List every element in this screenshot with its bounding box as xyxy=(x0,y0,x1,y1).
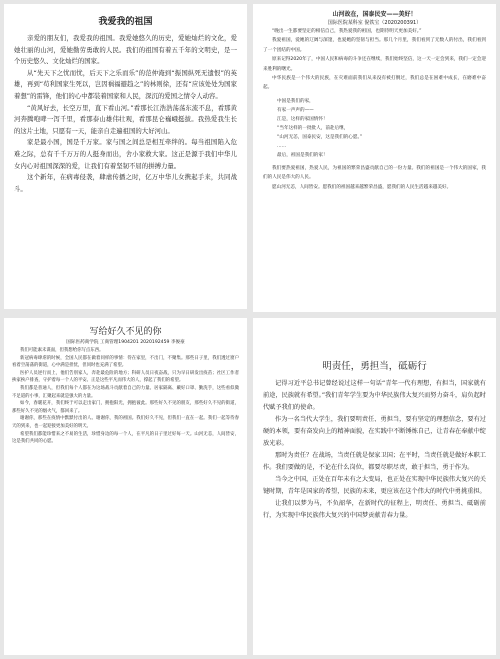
essay-paragraph: 我们要热爱祖国，热爱人民，为祖国的繁荣昌盛贡献自己的一份力量。我们的祖国是一个伟大的国家，我们的人民是伟大的人民。 xyxy=(263,165,486,181)
essay-paragraph: 记得习近平总书记曾经说过这样一句话“青年一代有理想，有担当，国家就有前途，民族就有希望。”我们青年学生要为中华民族伟大复兴而努力奋斗，肩负起时代赋予我们的使命。 xyxy=(263,380,486,411)
essay-paragraph: 那时为责任？在战场，当责任就是保家卫国；在平时，当责任就是做好本职工作。我们要做的是，不论在什么岗位，都要尽职尽责，敢于担当，勇于作为。 xyxy=(263,452,486,471)
essay-paragraph: 亲爱的朋友们，我爱我的祖国。我爱她悠久的历史，爱她灿烂的文化，爱她壮丽的山河，爱她勤劳勇敢的人民。我们的祖国有着五千年的文明史，是一个历史悠久、文化灿烂的国家。 xyxy=(14,34,237,66)
essay-title: 我爱我的祖国 xyxy=(98,17,153,27)
poem-line: “山河无恙，国泰民安，这是我们的心愿。” xyxy=(277,134,363,140)
essay-paragraph: 让我们以梦为马，不负韶华，在新时代的征程上，明责任、勇担当、砥砺前行，为实现中华民族伟大复兴的中国梦贡献青春力量。 xyxy=(263,500,486,519)
essay-paragraph: 家是最小国，国是千万家。家与国之间总是相互牵绊的。每当祖国陷入危难之际，总有千千万万的人挺身而出，舍小家救大家。这正是源于我们中华儿女内心对祖国深深的爱，让我们有着坚韧不屈的拼搏力量。 xyxy=(14,138,237,170)
essay-paragraph: 我们可能素未谋面，但我想给你写点东西。 xyxy=(20,348,104,353)
essay-paragraph: 当今之中国，正处在百年未有之大变局，也正处在实现中华民族伟大复兴的关键时期，青年是国家的希望，民族的未来，更应该在这个伟大的时代中勇挑重担。 xyxy=(263,476,486,495)
document-page-1 xyxy=(4,4,247,309)
poem-line: 江是，这样的家国情怀！ xyxy=(277,116,328,122)
essay-paragraph: 原来记得2020年了，中国人民和病毒的斗争还在继续，我们始终坚信，这一天一定会到来，我们一定会迎来胜利的曙光。 xyxy=(263,57,486,72)
essay-paragraph: 我们都是普通人，但我们每个人都在为这场战斗贡献着自己的力量。居家隔离、戴好口罩、勤洗手，这些看似微不足道的小事，汇聚起来就是强大的力量。 xyxy=(12,385,239,399)
essay-paragraph: 中华民族是一个伟大的民族，在灾难面前我们从来没有被打倒过，我们总是在困难中成长，在磨难中奋起。 xyxy=(263,76,486,91)
poem-line: “当年这样的一批批人，前赴后继， xyxy=(277,125,349,131)
essay-paragraph: 新冠病毒肆虐的时候，全国人民都在做着同样的事情：待在家里，不出门，不聚集。那些日子里，我们透过窗户看着空荡荡的街道，心中满是担忧，但同时也充满了希望。 xyxy=(12,355,239,369)
author-line: 国际医院某科室 倪铁宝（2020200391） xyxy=(327,20,422,26)
poem-line: 最后，祖国是我们的家！ xyxy=(277,152,328,158)
essay-paragraph: 谢谢你，那些在疫情中默默付出的人。谢谢你，我的祖国。我们好久不见，但我们一直在一起。我们一起等待春天的到来，也一起迎接更加美好的明天。 xyxy=(12,416,239,429)
poem-line: 有家一声声的—— xyxy=(277,107,314,113)
essay-paragraph: 我爱祖国，爱她的辽阔与深邃，也爱她的坚韧与担当。那几个月里，我们看到了无数人的付出，我们看到了一个团结的中国。 xyxy=(263,38,486,53)
essay-title: 山河故在，国泰民安——美好！ xyxy=(332,11,417,18)
essay-paragraph: “黄风好去，长空万里，直下看山河。”看那长江浩浩荡荡东流不息，看那黄河奔腾咆哮一泻千里，看那泰山雄伟壮观，看那昆仑巍峨挺拔。我热爱我生长的这片土地，只愿有一天，能亲自走遍祖国的大好河山。 xyxy=(14,103,237,135)
essay-paragraph: “晚出一生都要坚定的相信自己，我热爱我的祖国，也期待明天更加美好。” xyxy=(272,29,422,34)
essay-title: 明责任，勇担当，砥砺行 xyxy=(322,361,427,372)
document-page-2 xyxy=(253,4,496,312)
essay-paragraph: 医护人员逆行而上，他们告别家人，奔赴最危险的地方；科研人员日夜奋战，只为早日研发出疫苗；社区工作者挨家挨户排查，守护着每一个人的平安。正是这些平凡而伟大的人，撑起了我们的希望。 xyxy=(12,370,239,384)
essay-paragraph: 从“先天下之忧而忧，后天下之乐而乐”的范仲淹到“振国纵死无遗恨”的英雄，再到“苟利国家生死以，岂因祸福避趋之”的林则徐，还有“应该处处为国家着想”的雷锋，他们的心中都装着国家和人民，深沉的爱国之情令人动容。 xyxy=(14,68,237,100)
essay-paragraph: 这个新年，在病毒侵袭，肆虐传播之时，亿万中华儿女携起手来，共同战斗。 xyxy=(14,173,237,193)
poem-line: 中国是我们的家， xyxy=(277,98,314,104)
essay-paragraph: 愿山河无恙，人间皆安。愿我们的祖国越来越繁荣昌盛，愿我们的人民生活越来越美好。 xyxy=(272,184,452,190)
essay-title: 写给好久不见的你 xyxy=(89,327,162,337)
document-page-4 xyxy=(253,318,496,655)
poem-line: …… xyxy=(277,143,287,149)
document-page-3 xyxy=(4,318,247,655)
essay-paragraph: 希望我们都能珍惜来之不易的生活，珍惜身边的每一个人，在平凡的日子里过好每一天。山河无恙，人间皆安，这是我们共同的心愿。 xyxy=(12,431,239,445)
essay-paragraph: 如今，春暖花开，我们终于可以走出家门，拥抱阳光，拥抱彼此。那些好久不见的朋友，那些好久不见的街道，那些好久不见的烟火气，都回来了。 xyxy=(12,401,239,414)
author-line: 国际医药商学院 工商管理1904201 2020192459 李俊豪 xyxy=(66,340,185,345)
essay-paragraph: 作为一名当代大学生，我们要明责任、勇担当，要有坚定的理想信念，要有过硬的本领，要有奋发向上的精神面貌，在实践中不断锤炼自己，让青春在奉献中绽放光彩。 xyxy=(263,416,486,447)
